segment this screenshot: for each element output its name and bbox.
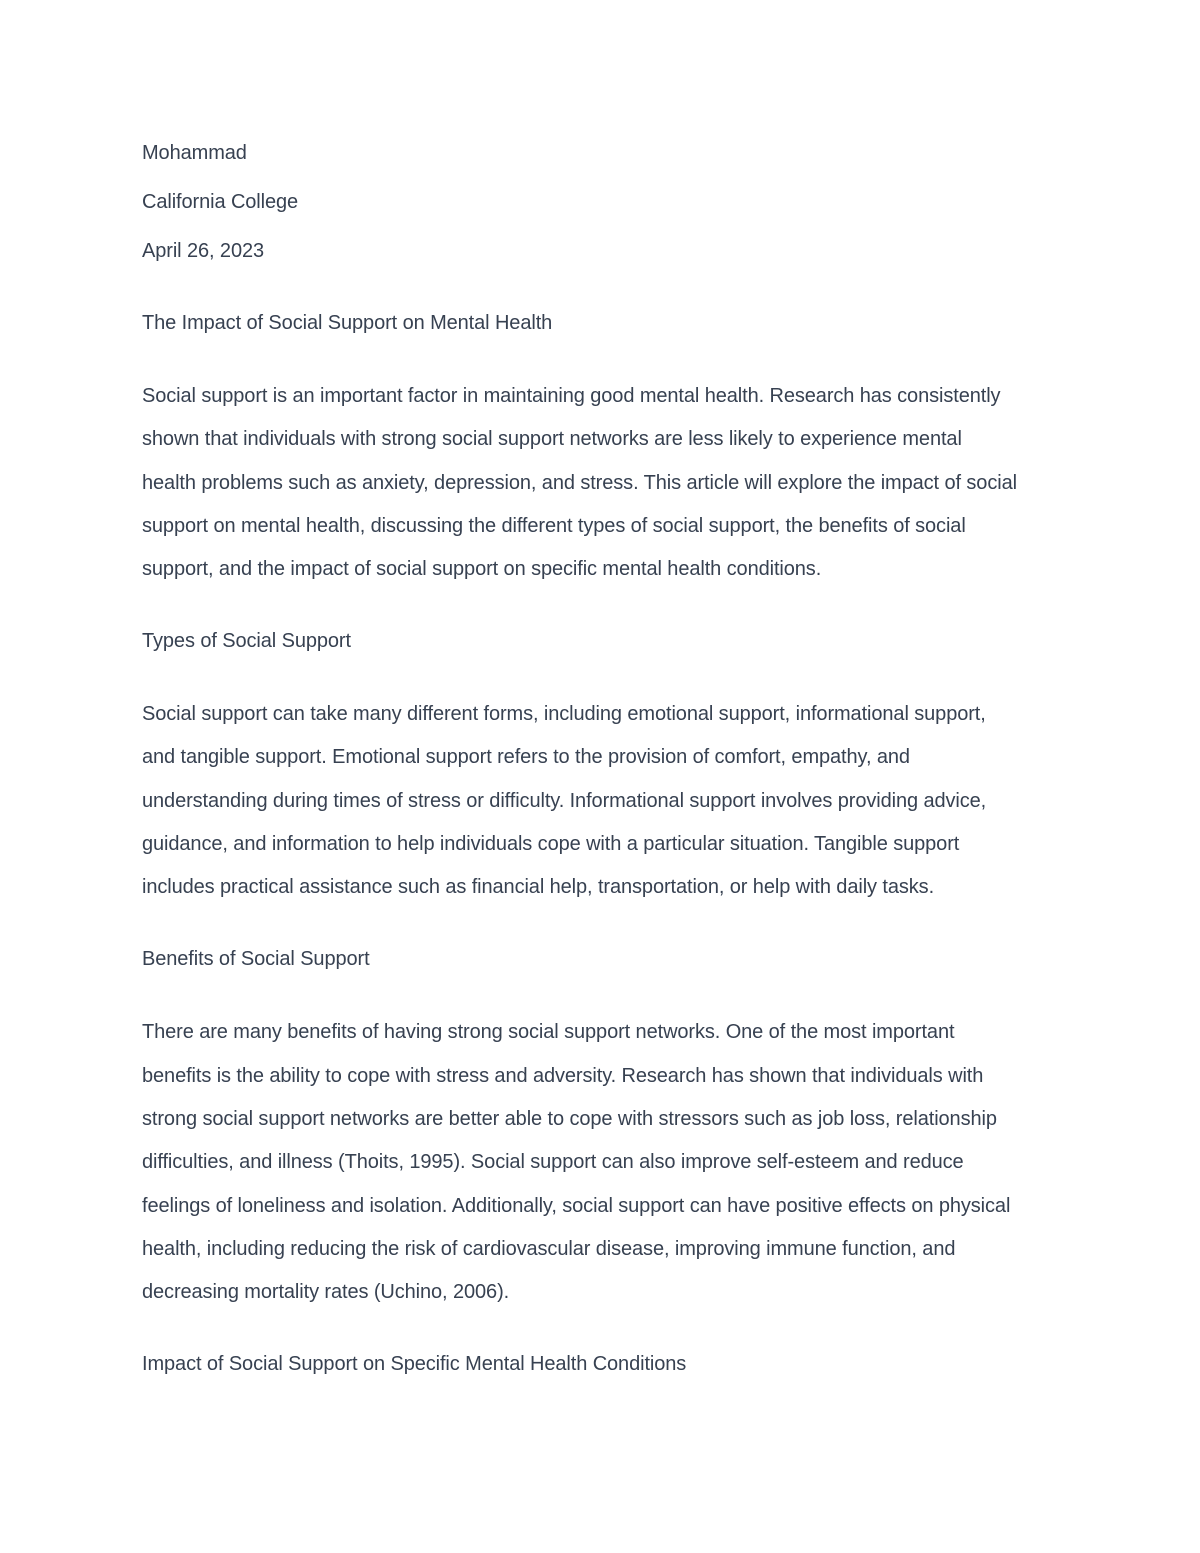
paragraph-line: benefits is the ability to cope with stress and adversity. Research has shown that individuals with — [142, 1064, 984, 1087]
section-heading-benefits: Benefits of Social Support — [142, 948, 370, 971]
paragraph-line: health, including reducing the risk of cardiovascular disease, improving immune function, and — [142, 1237, 956, 1260]
section-heading-conditions: Impact of Social Support on Specific Mental Health Conditions — [142, 1353, 687, 1376]
paragraph-line: shown that individuals with strong social support networks are less likely to experience mental — [142, 428, 962, 451]
author-name: Mohammad — [142, 142, 247, 164]
paragraph-line: There are many benefits of having strong social support networks. One of the most important — [142, 1021, 955, 1044]
paragraph-line: difficulties, and illness (Thoits, 1995). Social support can also improve self-esteem and reduce — [142, 1151, 964, 1174]
institution-name: California College — [142, 191, 299, 213]
document-content — [142, 138, 1072, 1422]
paragraph-line: guidance, and information to help individuals cope with a particular situation. Tangible support — [142, 833, 960, 856]
paragraph-line: support, and the impact of social support on specific mental health conditions. — [142, 558, 822, 581]
paragraph-line: understanding during times of stress or difficulty. Informational support involves providing advice, — [142, 789, 987, 812]
paragraph-line: and tangible support. Emotional support refers to the provision of comfort, empathy, and — [142, 746, 910, 769]
paragraph-line: decreasing mortality rates (Uchino, 2006). — [142, 1281, 510, 1304]
paragraph-line: support on mental health, discussing the different types of social support, the benefits of social — [142, 514, 966, 537]
section-heading-types: Types of Social Support — [142, 630, 351, 653]
document-title: The Impact of Social Support on Mental Health — [142, 312, 553, 334]
types-paragraph — [142, 699, 1072, 902]
benefits-paragraph — [142, 1017, 1072, 1307]
paragraph-line: Social support is an important factor in maintaining good mental health. Research has consistently — [142, 385, 1001, 407]
intro-paragraph — [142, 381, 1072, 584]
paragraph-line: health problems such as anxiety, depression, and stress. This article will explore the impact of social — [142, 471, 1017, 494]
paragraph-line: strong social support networks are better able to cope with stressors such as job loss, relationship — [142, 1107, 997, 1130]
document-date: April 26, 2023 — [142, 240, 265, 262]
paragraph-line: Social support can take many different forms, including emotional support, informational support, — [142, 703, 986, 726]
paragraph-line: feelings of loneliness and isolation. Additionally, social support can have positive effects on physical — [142, 1194, 1011, 1217]
paragraph-line: includes practical assistance such as financial help, transportation, or help with daily tasks. — [142, 876, 935, 899]
